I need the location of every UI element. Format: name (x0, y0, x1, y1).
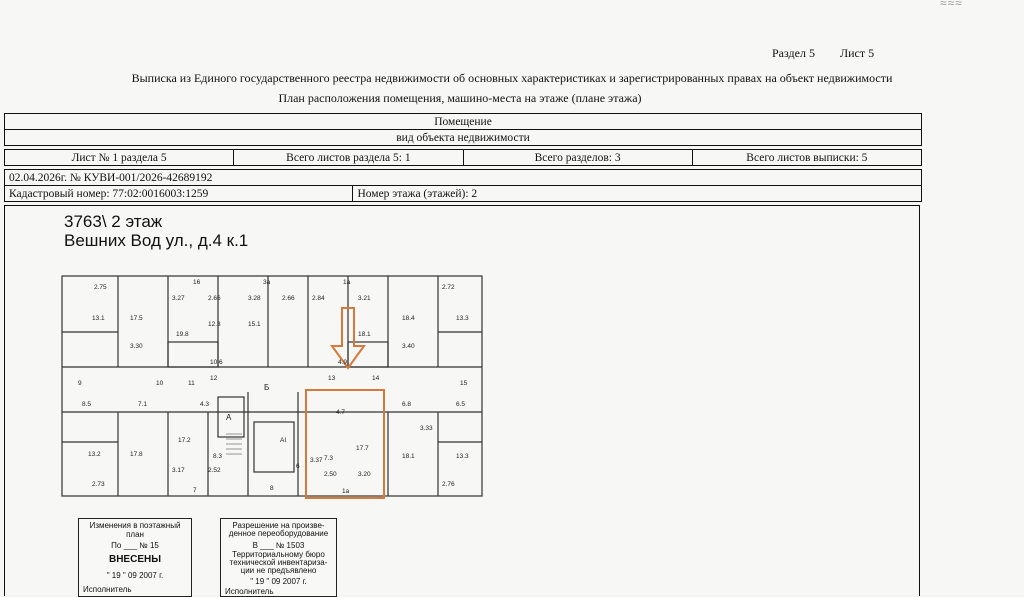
stamp-line: Разрешение на произве- (232, 521, 325, 530)
label: 13.2 (88, 451, 101, 458)
stamp-line: Изменения в поэтажный (89, 521, 181, 530)
plan-address: Вешних Вод ул., д.4 к.1 (64, 231, 249, 250)
permit-stamp (220, 518, 337, 597)
floor-plan (58, 272, 488, 502)
stamp-line: технической инвентариза- (229, 558, 328, 567)
label: 13.3 (456, 453, 469, 460)
label: 7.3 (324, 455, 334, 462)
label: 10 (156, 380, 164, 387)
object-kind: вид объекта недвижимости (5, 130, 922, 146)
label: 6.5 (456, 401, 466, 408)
label: 2.75 (94, 284, 107, 291)
label: 3.37 (310, 457, 323, 464)
sections-total: Всего разделов: 3 (463, 150, 692, 166)
label: 3.21 (358, 295, 371, 302)
label: 9 (78, 380, 82, 387)
label: 17.8 (130, 451, 143, 458)
label: 2.84 (312, 295, 325, 302)
label: 15.1 (248, 321, 261, 328)
label: 15 (460, 380, 468, 387)
label: 8 (270, 485, 274, 492)
label: 4.7 (336, 409, 346, 416)
label: 13 (328, 375, 336, 382)
label: 3.40 (402, 343, 415, 350)
label: 2.50 (324, 471, 337, 478)
label: 7 (193, 487, 197, 494)
label: 18.4 (402, 315, 415, 322)
label: 17.2 (178, 437, 191, 444)
label: 17.7 (356, 445, 369, 452)
label: 10.6 (210, 359, 223, 366)
info-table (4, 169, 922, 202)
stamp-line: Территориальному бюро (232, 550, 325, 559)
label: 2.72 (442, 284, 455, 291)
label: Б (264, 383, 270, 392)
stamp-line: денное переоборудование (228, 529, 329, 538)
label: 8.3 (213, 453, 223, 460)
object-type-table (4, 113, 922, 146)
stamp-line: ции не предъявлено (240, 566, 317, 575)
stamp-line: В ___ № 1503 (252, 541, 305, 550)
date-and-number: 02.04.2026г. № КУВИ-001/2026-42689192 (5, 170, 922, 186)
corner-mark: ≈≈≈ (940, 0, 963, 10)
label: 6.8 (402, 401, 412, 408)
label: AI (280, 437, 287, 444)
stamp-date: " 19 " 09 2007 г. (250, 577, 307, 586)
plan-floor-label: 3763\ 2 этаж (64, 212, 163, 231)
label: 2.52 (208, 467, 221, 474)
label: 3a (263, 279, 271, 286)
sheet-label: Лист 5 (839, 46, 875, 60)
label: 6 (296, 463, 300, 470)
label: 2.76 (442, 481, 455, 488)
floor-number: Номер этажа (этажей): 2 (353, 186, 922, 202)
object-name: Помещение (5, 114, 922, 130)
label: 1a (342, 488, 350, 495)
label: 13.1 (92, 315, 105, 322)
stamp-executor: Исполнитель (83, 585, 132, 594)
label: 3.20 (358, 471, 371, 478)
stamp-line: По ___ № 15 (111, 541, 159, 550)
label: 3.28 (248, 295, 261, 302)
plan-title (64, 212, 248, 250)
sheets-table (4, 149, 922, 166)
label: 18.1 (402, 453, 415, 460)
cadastral-number: Кадастровый номер: 77:02:0016003:1259 (5, 186, 353, 202)
label: 4.9 (338, 359, 348, 366)
label: 3.30 (130, 343, 143, 350)
label: 14 (372, 375, 380, 382)
document-subtitle: План расположения помещения, машино-места на этаже (плане этажа) (278, 91, 642, 105)
label: 7.1 (138, 401, 148, 408)
label: 4.3 (200, 401, 210, 408)
label: 18.1 (358, 331, 371, 338)
label: 2.73 (92, 481, 105, 488)
label: 13.3 (456, 315, 469, 322)
label: 11 (188, 380, 195, 387)
stamp-executor: Исполнитель (225, 587, 274, 596)
highlighted-room (306, 308, 384, 498)
document-title: Выписка из Единого государственного реестра недвижимости об основных характеристиках и зарегистрированных правах на объект недвижимости (131, 71, 893, 85)
extract-sheets-total: Всего листов выписки: 5 (692, 150, 921, 166)
label: 16 (193, 279, 201, 286)
label: A (226, 413, 232, 422)
label: 17.5 (130, 315, 143, 322)
label: 2.66 (282, 295, 295, 302)
label: 2.66 (208, 295, 221, 302)
label: 3.17 (172, 467, 185, 474)
plan-labels (78, 279, 469, 495)
section-sheets-total: Всего листов раздела 5: 1 (234, 150, 463, 166)
section-label: Раздел 5 (772, 46, 815, 60)
label: 12.3 (208, 321, 221, 328)
sheet-number: Лист № 1 раздела 5 (5, 150, 234, 166)
label: 3.33 (420, 425, 433, 432)
plan-walls (62, 276, 482, 496)
label: 19.8 (176, 331, 189, 338)
label: 8.5 (82, 401, 92, 408)
stamp-date: " 19 " 09 2007 г. (106, 571, 164, 580)
stamp-line: план (126, 530, 144, 539)
label: 1a (343, 279, 351, 286)
section-sheet-header (772, 46, 896, 61)
label: 3.27 (172, 295, 185, 302)
stamp-status: ВНЕСЕНЫ (108, 554, 162, 565)
label: 12 (210, 375, 218, 382)
changes-stamp (78, 518, 192, 597)
